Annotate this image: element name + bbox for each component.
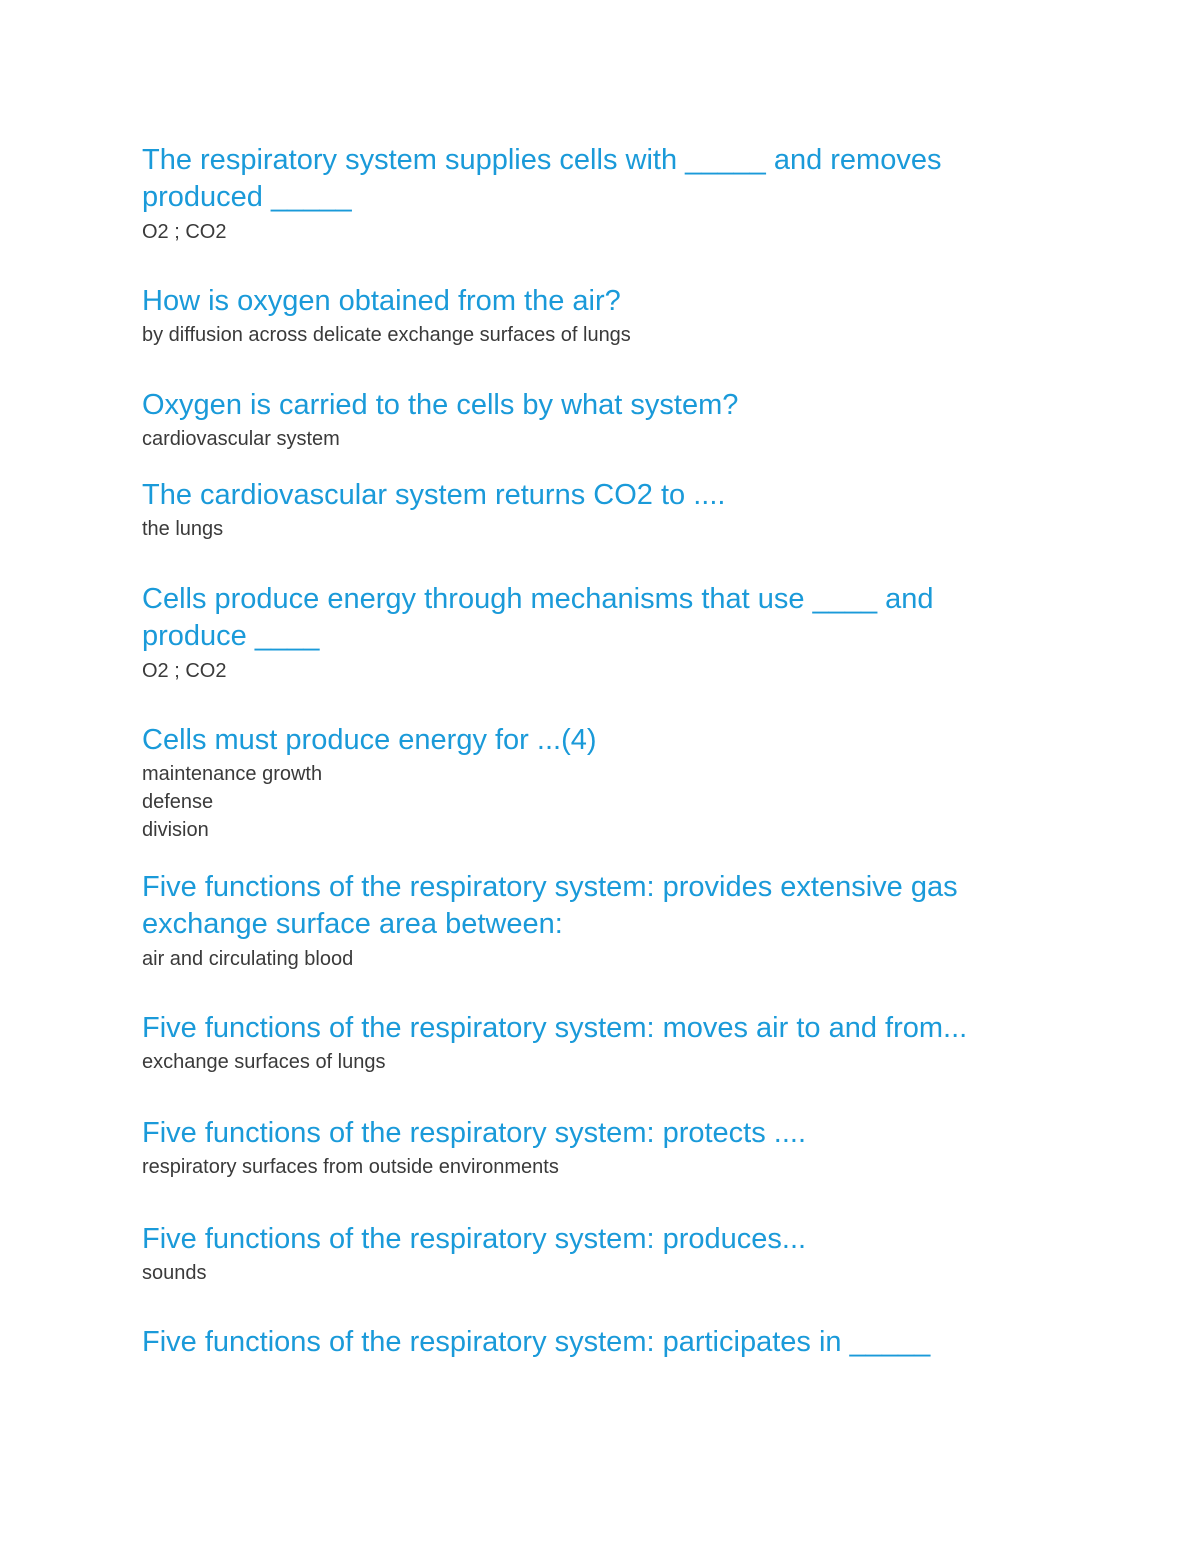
answer-line: the lungs [142,518,224,540]
answer-line: exchange surfaces of lungs [142,1051,386,1073]
question-2: How is oxygen obtained from the air? [142,285,621,317]
answer-line: cardiovascular system [142,428,340,450]
question-4: The cardiovascular system returns CO2 to .... [142,479,726,511]
answer-2 [142,321,1042,349]
answer-5 [142,657,1042,685]
answer-line: maintenance growth [142,763,323,785]
question-8: Five functions of the respiratory system: moves air to and from... [142,1012,968,1044]
answer-line: by diffusion across delicate exchange surfaces of lungs [142,324,631,346]
answer-line: air and circulating blood [142,948,354,970]
answer-line: respiratory surfaces from outside environments [142,1156,559,1178]
answer-8 [142,1048,1042,1076]
question-11: Five functions of the respiratory system: participates in _____ [142,1326,931,1358]
answer-line: O2 ; CO2 [142,221,227,243]
question-1: The respiratory system supplies cells with _____ and removes produced _____ [142,144,942,213]
answer-line: sounds [142,1262,207,1284]
question-7: Five functions of the respiratory system: provides extensive gas exchange surface area between: [142,871,958,940]
answer-3 [142,425,1042,453]
answer-6 [142,760,1042,844]
answer-line: O2 ; CO2 [142,660,227,682]
answer-line: division [142,819,209,841]
question-6: Cells must produce energy for ...(4) [142,724,597,756]
answer-1 [142,218,1042,246]
question-10: Five functions of the respiratory system: produces... [142,1223,807,1255]
answer-9 [142,1153,1042,1181]
answer-7 [142,945,1042,973]
answer-10 [142,1259,1042,1287]
answer-line: defense [142,791,214,813]
question-3: Oxygen is carried to the cells by what system? [142,389,739,421]
question-9: Five functions of the respiratory system: protects .... [142,1117,807,1149]
question-5: Cells produce energy through mechanisms that use ____ and produce ____ [142,583,934,652]
answer-4 [142,515,1042,543]
